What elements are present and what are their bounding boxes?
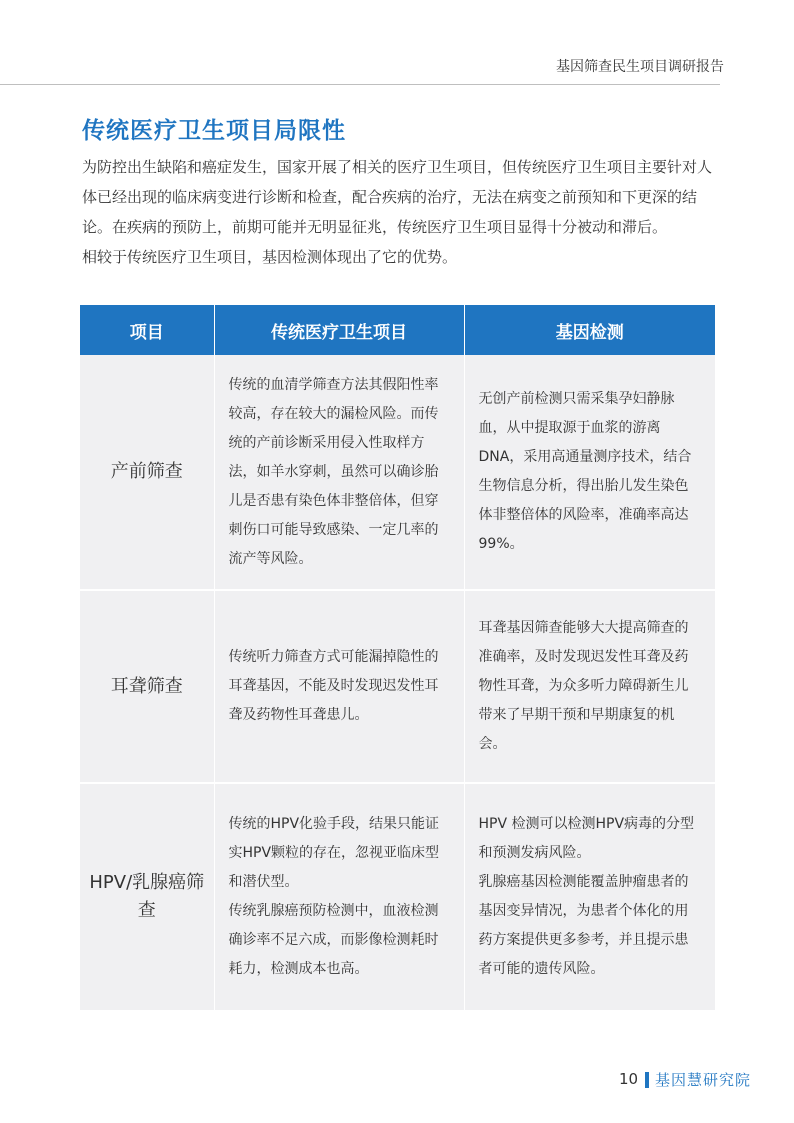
intro-text <box>82 152 714 272</box>
traditional-cell <box>214 355 464 590</box>
cell-text: 乳腺癌基因检测能覆盖肿瘤患者的基因变异情况，为患者个体化的用药方案提供更多参考，并且提示患者可能的遗传风险。 <box>478 874 689 977</box>
footer-brand: 基因慧研究院 <box>655 1071 752 1089</box>
header-genetic: 基因检测 <box>464 305 715 355</box>
table-row <box>80 783 715 1011</box>
traditional-cell <box>214 590 464 783</box>
row-item-label: 耳聋筛查 <box>80 590 214 783</box>
cell-text: 传统听力筛查方式可能漏掉隐性的耳聋基因，不能及时发现迟发性耳聋及药物性耳聋患儿。 <box>228 649 439 723</box>
table-row <box>80 355 715 590</box>
table-header-row <box>80 305 715 355</box>
header-divider <box>0 84 720 85</box>
row-item-label: 产前筛查 <box>80 355 214 590</box>
cell-text: 传统乳腺癌预防检测中，血液检测确诊率不足六成，而影像检测耗时耗力，检测成本也高。 <box>228 903 439 977</box>
comparison-table <box>80 305 715 1012</box>
intro-paragraph-2: 相较于传统医疗卫生项目，基因检测体现出了它的优势。 <box>82 248 458 266</box>
page-number: 10 <box>619 1070 639 1088</box>
genetic-cell <box>464 783 715 1011</box>
genetic-cell <box>464 355 715 590</box>
row-item-label: HPV/乳腺癌筛查 <box>80 783 214 1011</box>
running-header: 基因筛查民生项目调研报告 <box>556 59 724 75</box>
header-traditional: 传统医疗卫生项目 <box>214 305 464 355</box>
section-title: 传统医疗卫生项目局限性 <box>82 118 346 144</box>
cell-text: 传统的HPV化验手段，结果只能证实HPV颗粒的存在，忽视亚临床型和潜伏型。 <box>228 816 440 890</box>
cell-text: 无创产前检测只需采集孕妇静脉血，从中提取源于血浆的游离DNA，采用高通量测序技术，结合生物信息分析，得出胎儿发生染色体非整倍体的风险率，准确率高达99%。 <box>478 391 692 552</box>
cell-text: HPV 检测可以检测HPV病毒的分型和预测发病风险。 <box>478 816 695 861</box>
header-item: 项目 <box>80 305 214 355</box>
genetic-cell <box>464 590 715 783</box>
footer-accent-bar <box>645 1072 649 1088</box>
cell-text: 传统的血清学筛查方法其假阳性率较高，存在较大的漏检风险。而传统的产前诊断采用侵入性取样方法，如羊水穿刺，虽然可以确诊胎儿是否患有染色体非整倍体，但穿刺伤口可能导致感染、一定几率的流产等风险。 <box>228 376 439 567</box>
traditional-cell <box>214 783 464 1011</box>
cell-text: 耳聋基因筛查能够大大提高筛查的准确率，及时发现迟发性耳聋及药物性耳聋，为众多听力障碍新生儿带来了早期干预和早期康复的机会。 <box>478 620 689 752</box>
table-row <box>80 590 715 783</box>
intro-paragraph-1: 为防控出生缺陷和癌症发生，国家开展了相关的医疗卫生项目，但传统医疗卫生项目主要针对人体已经出现的临床病变进行诊断和检查，配合疾病的治疗，无法在病变之前预知和下更深的结论。在疾病的预防上，前期可能并无明显征兆，传统医疗卫生项目显得十分被动和滞后。 <box>82 158 713 236</box>
